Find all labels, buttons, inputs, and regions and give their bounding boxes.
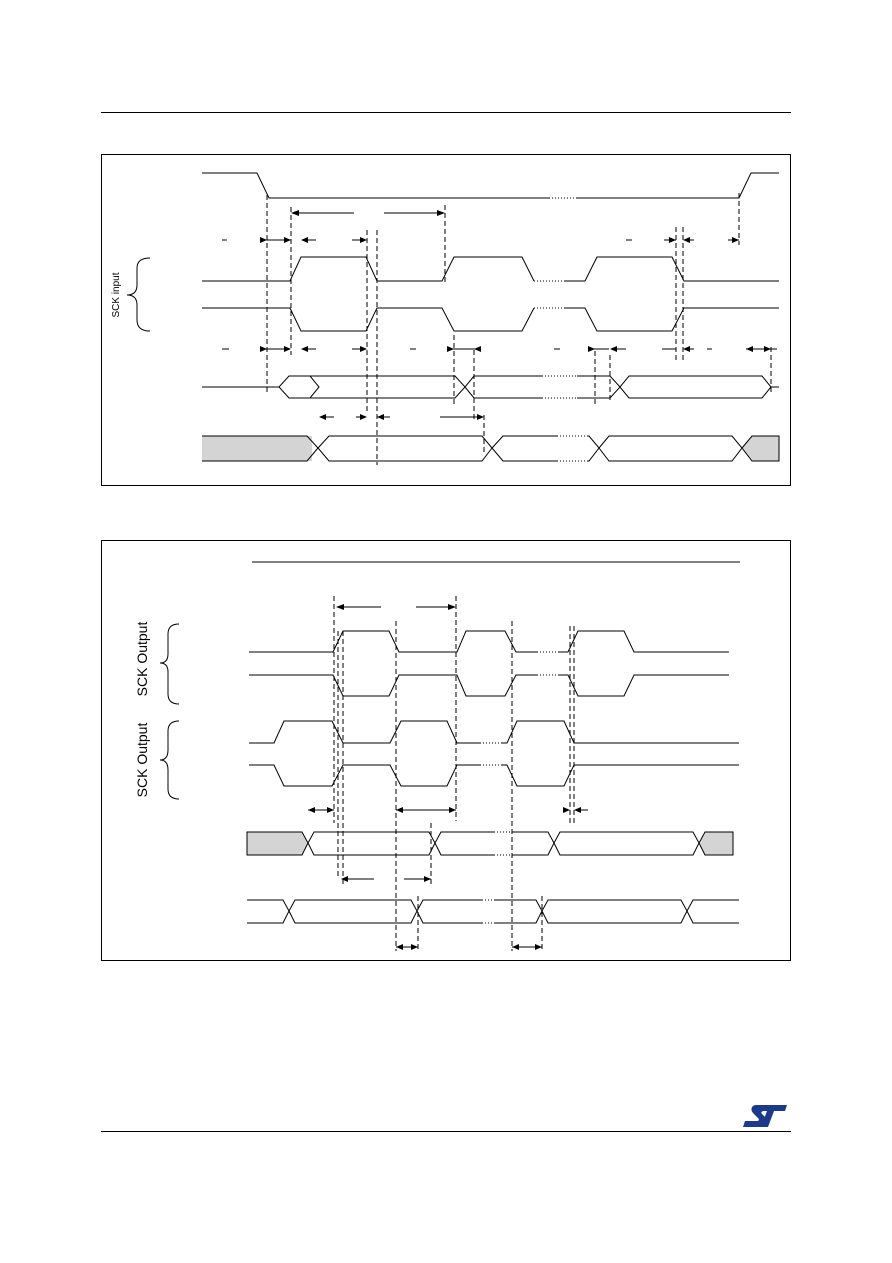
mosi-out-signal	[247, 900, 289, 923]
sck-out2-cpol1	[249, 765, 480, 786]
group-brace	[127, 258, 150, 331]
st-logo-text: ST	[741, 1103, 743, 1104]
timing-diagram-slave	[101, 154, 791, 486]
sck-out2-cpol0	[249, 721, 480, 743]
group-brace-1	[160, 624, 179, 704]
miso-dont-care-start	[247, 832, 308, 855]
mosi-dont-care-start	[202, 436, 312, 461]
sck-out-cpol0	[249, 631, 537, 652]
sck-cpol1-signal	[202, 308, 534, 331]
sck-input-label: SCK input	[111, 272, 122, 318]
timing-diagram-master	[101, 540, 791, 961]
group-brace-2	[160, 721, 179, 799]
nss-signal	[202, 173, 549, 198]
timing-diagram-master-svg	[102, 541, 792, 962]
sck-out-cpol1	[249, 675, 537, 696]
sck-output-label-2: SCK Output	[134, 722, 150, 798]
st-logo	[741, 1103, 789, 1129]
footer-rule	[101, 1131, 791, 1132]
sck-output-label-1: SCK Output	[134, 621, 150, 697]
timing-diagram-slave-svg	[102, 155, 792, 487]
header-rule	[101, 112, 791, 113]
sck-cpol0-signal	[202, 257, 534, 281]
